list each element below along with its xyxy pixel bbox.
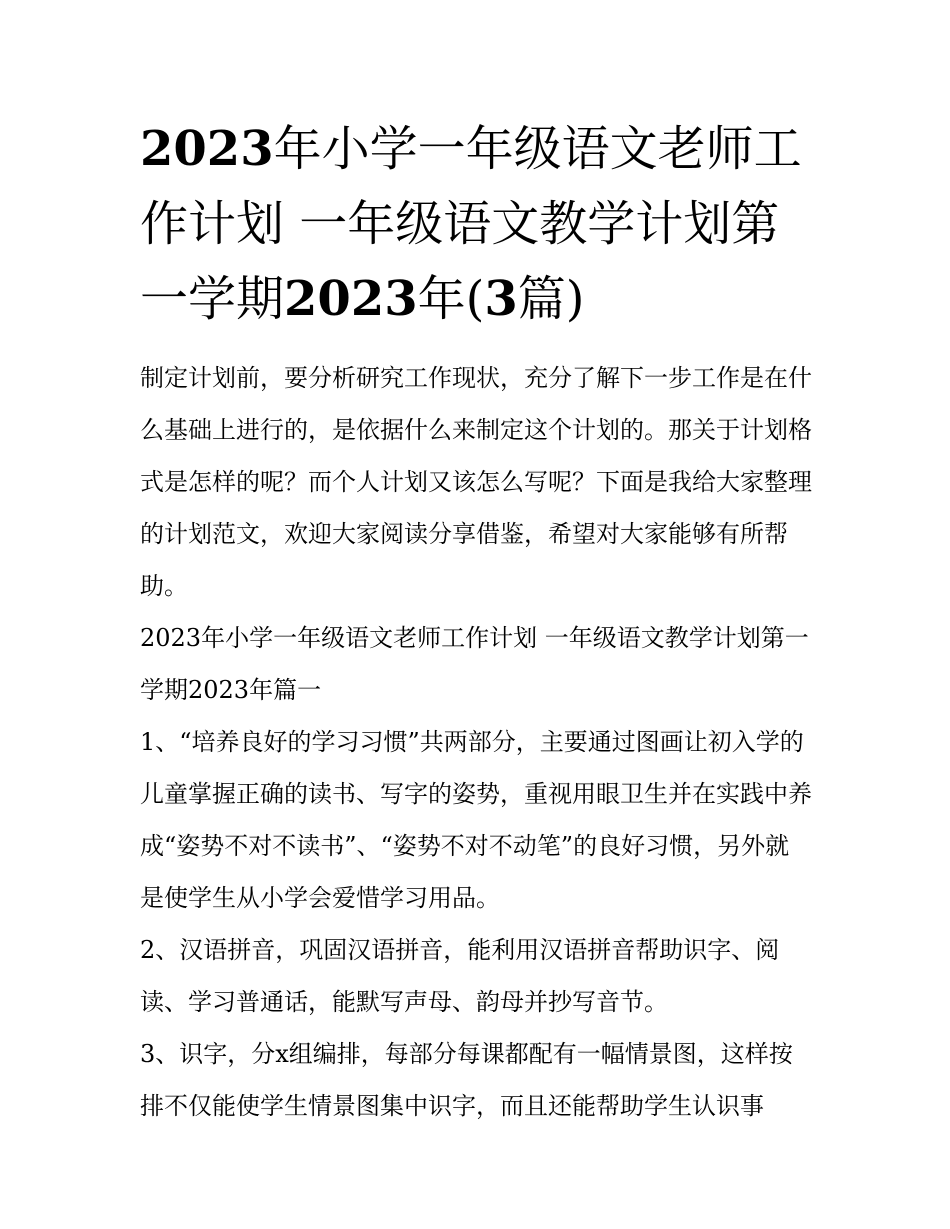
title-text-3: 篇) xyxy=(517,271,585,327)
list-item-3: 3、识字，分x组编排，每部分每课都配有一幅情景图，这样按排不仅能使学生情景图集中识字，而且还能帮助学生认识事 xyxy=(140,1040,793,1120)
list-item-1: 1、“培养良好的学习习惯”共两部分，主要通过图画让初入学的儿童掌握正确的读书、写字的姿势，重视用眼卫生并在实践中养成“姿势不对不读书”、“姿势不对不动笔”的良好习惯，另外就是使学生从小学会爱惜学习用品。 xyxy=(140,728,812,912)
list-item-2: 2、汉语拼音，巩固汉语拼音，能利用汉语拼音帮助识字、阅读、学习普通话，能默写声母、韵母并抄写音节。 xyxy=(140,936,780,1016)
section-heading: 2023年小学一年级语文老师工作计划 一年级语文教学计划第一学期2023年篇一 xyxy=(140,624,809,704)
document-body xyxy=(140,352,812,1132)
title-year: 2023 xyxy=(140,121,274,177)
title-year-2: 2023 xyxy=(284,271,418,327)
title-count: 3 xyxy=(484,271,518,327)
title-text-2: 年( xyxy=(417,271,485,327)
intro-paragraph: 制定计划前，要分析研究工作现状，充分了解下一步工作是在什么基础上进行的，是依据什么来制定这个计划的。那关于计划格式是怎样的呢？而个人计划又该怎么写呢？下面是我给大家整理的计划范文，欢迎大家阅读分享借鉴，希望对大家能够有所帮助。 xyxy=(140,364,812,600)
document-title xyxy=(140,112,820,337)
title-text: 年小学一年级语文老师工作计划 一年级语文教学计划第一学期 xyxy=(140,121,802,327)
